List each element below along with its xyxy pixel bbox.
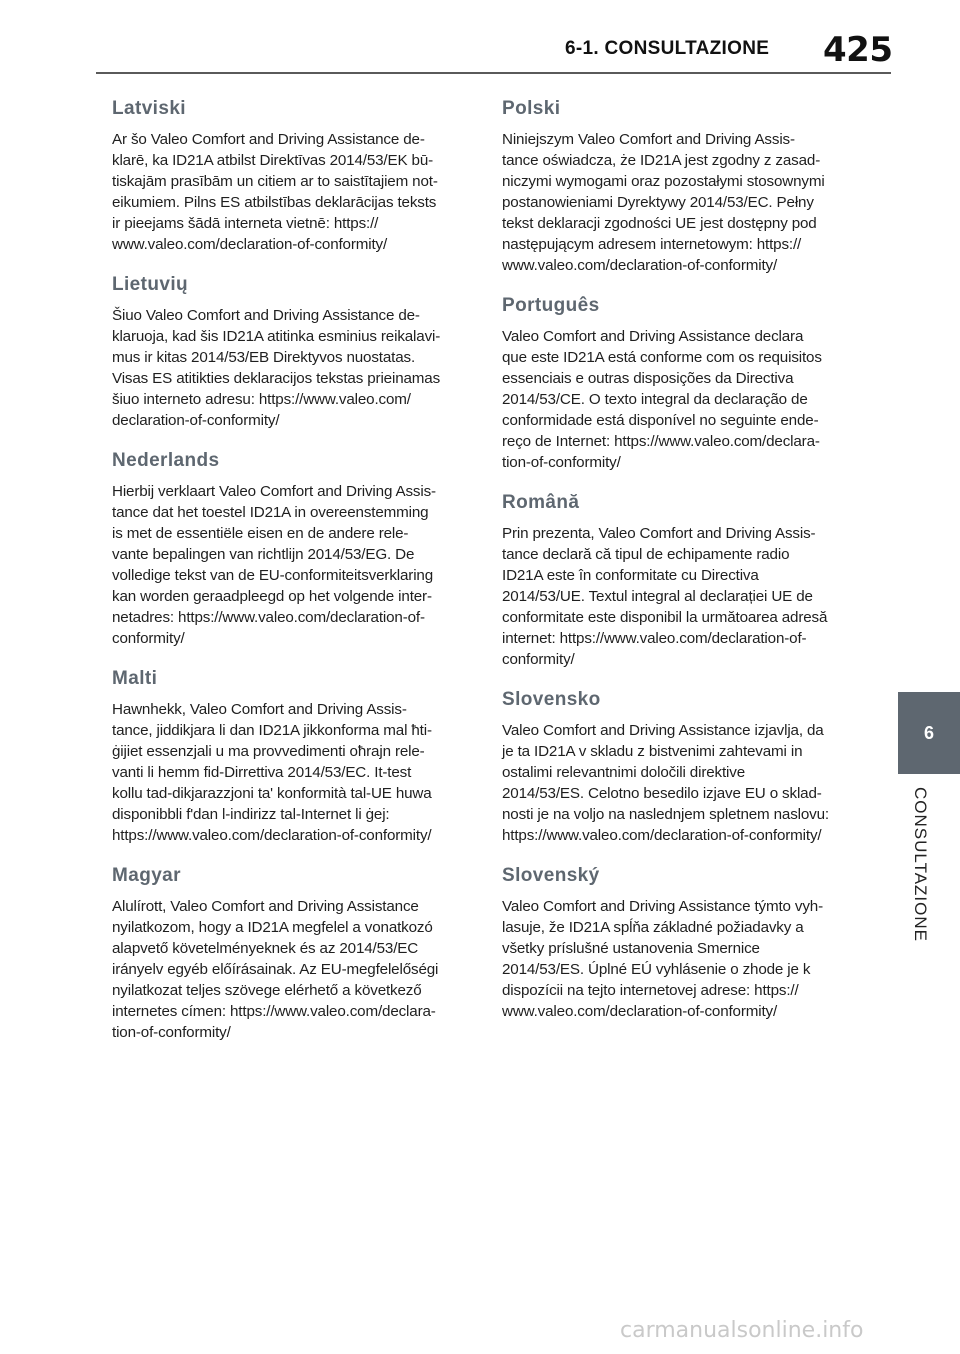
left-column — [112, 95, 474, 1059]
chapter-label: CONSULTAZIONE — [911, 787, 930, 942]
chapter-number: 6 — [923, 722, 934, 743]
section-text: Valeo Comfort and Driving Assistance izjavlja, da je ta ID21A v skladu z bistvenimi zahtevami in ostalimi relevantnimi določili direktive 2014/53/ES. Celotno besedilo izjave EU o sklad- nosti je na voljo na naslednjem spletnem naslovu: https://www.valeo.com/declaration-of-conformity/ — [502, 722, 829, 844]
header-divider — [96, 72, 891, 74]
section-heading: Malti — [112, 668, 158, 689]
section-heading: Slovenský — [502, 865, 600, 886]
chapter-tab — [898, 692, 960, 774]
section-title: 6-1. CONSULTAZIONE — [565, 38, 770, 59]
section-text: Valeo Comfort and Driving Assistance týmto vyh- lasuje, že ID21A spĺňa základné požiadavky a všetky príslušné ustanovenia Smernice 2014/53/ES. Úplné EÚ vyhlásenie o zhode je k dispozícii na tejto internetovej adrese: https:// www.valeo.com/declaration-of-conformity/ — [502, 898, 824, 1020]
section-heading: Magyar — [112, 865, 181, 886]
section-heading: Lietuvių — [112, 274, 189, 295]
section-malti — [112, 665, 474, 846]
page-number: 425 — [823, 30, 893, 70]
section-text: Ar šo Valeo Comfort and Driving Assistance de- klarē, ka ID21A atbilst Direktīvas 2014/53/EK bū- tiskajām prasībām un citiem ar to saistītajiem not- eikumiem. Pilns ES atbilstības deklarācijas teksts ir pieejams šādā interneta vietnē: https:// www.valeo.com/declaration-of-conformity/ — [112, 131, 438, 253]
section-heading: Nederlands — [112, 450, 220, 471]
section-heading: Română — [502, 492, 580, 513]
watermark: carmanualsonline.info — [620, 1318, 864, 1343]
section-polski — [502, 95, 854, 276]
section-heading: Latviski — [112, 98, 186, 119]
section-latviski — [112, 95, 474, 255]
section-text: Prin prezenta, Valeo Comfort and Driving Assis- tance declară că tipul de echipamente radio ID21A este în conformitate cu Directiva 2014/53/UE. Textul integral al declarației UE de conformitate este disponibil la următoarea adresă internet: https://www.valeo.com/declaration-of- conformity/ — [502, 525, 828, 668]
section-portugues — [502, 292, 854, 473]
section-text: Hierbij verklaart Valeo Comfort and Driving Assis- tance dat het toestel ID21A in overeenstemming is met de essentiële eisen en de andere rele- vante bepalingen van richtlijn 2014/53/EG. De volledige tekst van de EU-conformiteitsverklaring kan worden geraadpleegd op het volgende inter- netadres: https://www.valeo.com/declaration-of- conformity/ — [112, 483, 436, 647]
section-slovensky — [502, 862, 854, 1022]
section-text: Alulírott, Valeo Comfort and Driving Assistance nyilatkozom, hogy a ID21A megfelel a vonatkozó alapvető követelményeknek és az 2014/53/EC irányelv egyéb előírásainak. Az EU-megfelelőségi nyilatkozat teljes szövege elérhető a következő internetes címen: https://www.valeo.com/declara- tion-of-conformity/ — [112, 898, 439, 1041]
section-text: Šiuo Valeo Comfort and Driving Assistance de- klaruoja, kad šis ID21A atitinka esminius reikalavi- mus ir kitas 2014/53/EB Direktyvos nuostatas. Visas ES atitikties deklaracijos tekstas prieinamas šiuo interneto adresu: https://www.valeo.com/ declaration-of-conformity/ — [112, 307, 441, 429]
section-nederlands — [112, 447, 474, 649]
section-slovensko — [502, 686, 854, 846]
section-romana — [502, 489, 854, 670]
section-text: Hawnhekk, Valeo Comfort and Driving Assis- tance, jiddikjara li dan ID21A jikkonforma mal ħti- ġijiet essenzjali u ma provvedimenti oħrajn rele- vanti li hemm fid-Dirrettiva 2014/53/EC. It-test kollu tad-dikjarazzjoni ta' konformità tal-UE huwa disponibbli f'dan l-indirizz tal-Internet li ġej: https://www.valeo.com/declaration-of-conformity/ — [112, 701, 432, 844]
section-heading: Português — [502, 295, 600, 316]
section-text: Niniejszym Valeo Comfort and Driving Assis- tance oświadcza, że ID21A jest zgodny z zasad- niczymi wymogami oraz pozostałymi stosownymi postanowieniami Dyrektywy 2014/53/EC. Pełny tekst deklaracji zgodności UE jest dostępny pod następującym adresem internetowym: https:// www.valeo.com/declaration-of-conformity/ — [502, 131, 825, 274]
section-lietuviu — [112, 271, 474, 431]
section-heading: Polski — [502, 98, 561, 119]
section-text: Valeo Comfort and Driving Assistance declara que este ID21A está conforme com os requisitos essenciais e outras disposições da Directiva 2014/53/CE. O texto integral da declaração de conformidade está disponível no seguinte ende- reço de Internet: https://www.valeo.com/declara- tion-of-conformity/ — [502, 328, 822, 471]
section-heading: Slovensko — [502, 689, 601, 710]
section-magyar — [112, 862, 474, 1043]
right-column — [502, 95, 854, 1038]
